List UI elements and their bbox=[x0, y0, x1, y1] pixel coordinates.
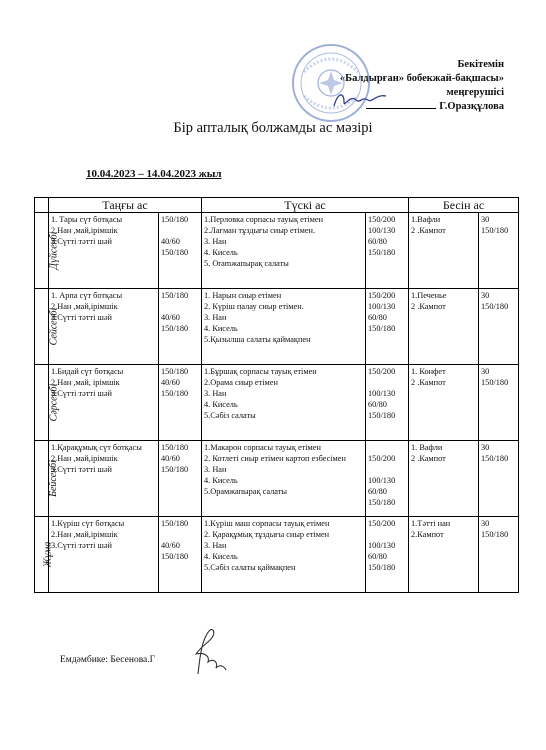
breakfast-items bbox=[49, 289, 159, 365]
breakfast-weights bbox=[159, 441, 202, 517]
lunch-items bbox=[202, 441, 366, 517]
breakfast-items bbox=[49, 441, 159, 517]
portion-weight: 150/180 bbox=[481, 530, 509, 539]
menu-item: 1.Макарон сорпасы тауық етімен bbox=[204, 443, 321, 452]
breakfast-items bbox=[49, 517, 159, 593]
lunch-weights bbox=[366, 289, 409, 365]
portion-weight: 30 bbox=[481, 215, 490, 224]
menu-item: 2.Кампот bbox=[411, 530, 444, 539]
portion-weight: 30 bbox=[481, 443, 490, 452]
director-signature-icon bbox=[330, 88, 390, 112]
menu-item: 1. Нарын сиыр етімен bbox=[204, 291, 282, 300]
lunch-items bbox=[202, 365, 366, 441]
dinner-weights bbox=[479, 517, 519, 593]
dinner-items bbox=[409, 365, 479, 441]
portion-weight: 150/180 bbox=[368, 563, 396, 572]
menu-item: 2 .Кампот bbox=[411, 454, 446, 463]
menu-item: 1.Печенье bbox=[411, 291, 447, 300]
menu-item: 2.Нан ,май,ірімшік bbox=[51, 226, 118, 235]
header-lunch: Түскі ас bbox=[202, 198, 409, 213]
menu-item: 2 .Кампот bbox=[411, 302, 446, 311]
day-row bbox=[35, 517, 519, 593]
menu-item: 1.Бидай сүт ботқасы bbox=[51, 367, 124, 376]
portion-weight: 150/180 bbox=[161, 443, 189, 452]
breakfast-weights bbox=[159, 365, 202, 441]
lunch-items bbox=[202, 517, 366, 593]
portion-weight: 150/180 bbox=[481, 378, 509, 387]
menu-item: 2. Күріш палау сиыр етімен. bbox=[204, 302, 304, 311]
menu-item: 1.Вафли bbox=[411, 215, 441, 224]
breakfast-weights bbox=[159, 517, 202, 593]
portion-weight: 100/130 bbox=[368, 226, 396, 235]
portion-weight: 40/60 bbox=[161, 378, 180, 387]
menu-item: 5. Оramжапырақ салаты bbox=[204, 259, 289, 268]
menu-table bbox=[34, 197, 519, 593]
portion-weight: 150/180 bbox=[481, 454, 509, 463]
day-name: Сейсенбі bbox=[48, 307, 60, 346]
approval-line-1: Бекітемін bbox=[457, 59, 504, 70]
portion-weight bbox=[161, 529, 199, 540]
portion-weight: 100/130 bbox=[368, 476, 396, 485]
menu-item: 4. Кисель bbox=[204, 400, 238, 409]
menu-item: 2.Нан ,май,ірімшік bbox=[51, 302, 118, 311]
menu-item: 2. Қарақұмық тұздығы сиыр етімен bbox=[204, 530, 330, 539]
dinner-items bbox=[409, 289, 479, 365]
dinner-weights bbox=[479, 365, 519, 441]
portion-weight: 150/200 bbox=[368, 291, 396, 300]
dinner-weights bbox=[479, 213, 519, 289]
menu-item: 2 .Кампот bbox=[411, 226, 446, 235]
lunch-items bbox=[202, 289, 366, 365]
menu-item: 2.Нан ,май,ірімшік bbox=[51, 454, 118, 463]
footer-dietitian: Емдәмбике: Бесенова.Г bbox=[60, 655, 156, 665]
dietitian-signature-icon bbox=[186, 626, 228, 678]
portion-weight: 60/80 bbox=[368, 313, 387, 322]
date-range: 10.04.2023 – 14.04.2023 жыл bbox=[86, 168, 222, 180]
menu-item: 2. Котлеті сиыр етімен картоп езбесімен bbox=[204, 454, 346, 463]
dinner-items bbox=[409, 441, 479, 517]
day-name: Жұма bbox=[42, 541, 54, 568]
portion-weight: 30 bbox=[481, 291, 490, 300]
menu-item: 2.Лағман тұздығы сиыр етімен. bbox=[204, 226, 316, 235]
portion-weight: 150/180 bbox=[481, 226, 509, 235]
day-name-cell bbox=[35, 289, 60, 365]
menu-item: 4. Кисель bbox=[204, 552, 238, 561]
dinner-weights bbox=[479, 289, 519, 365]
menu-item: 3. Нан bbox=[204, 313, 227, 322]
menu-item: 5.Орамжапырақ салаты bbox=[204, 487, 287, 496]
menu-item: 3. Нан bbox=[204, 237, 227, 246]
portion-weight: 150/180 bbox=[161, 465, 189, 474]
day-row bbox=[35, 213, 519, 289]
portion-weight: 150/200 bbox=[368, 454, 396, 463]
portion-weight: 150/200 bbox=[368, 519, 396, 528]
portion-weight bbox=[368, 464, 406, 475]
portion-weight: 150/180 bbox=[368, 324, 396, 333]
menu-item: 3.Сүтті тәтті шәй bbox=[51, 237, 112, 246]
menu-item: 2.Нан ,май,ірімшік bbox=[51, 530, 118, 539]
day-name: Бейсенбі bbox=[47, 460, 59, 497]
menu-item: 1.Тәтті нан bbox=[411, 519, 451, 528]
menu-item: 1. Арпа сүт ботқасы bbox=[51, 291, 123, 300]
portion-weight: 150/180 bbox=[368, 248, 396, 257]
menu-item: 1.Перловка сорпасы тауық етімен bbox=[204, 215, 324, 224]
day-name: Сәрсенбі bbox=[48, 383, 60, 422]
portion-weight: 150/180 bbox=[161, 389, 189, 398]
portion-weight: 30 bbox=[481, 367, 490, 376]
day-name-cell bbox=[35, 213, 60, 289]
portion-weight: 40/60 bbox=[161, 454, 180, 463]
portion-weight: 60/80 bbox=[368, 552, 387, 561]
portion-weight: 150/200 bbox=[368, 367, 396, 376]
day-row bbox=[35, 441, 519, 517]
header-empty bbox=[35, 198, 49, 213]
portion-weight: 150/180 bbox=[161, 367, 189, 376]
menu-item: 1. Конфет bbox=[411, 367, 446, 376]
portion-weight: 60/80 bbox=[368, 400, 387, 409]
day-name-cell bbox=[35, 517, 54, 593]
breakfast-weights bbox=[159, 213, 202, 289]
menu-item: 3.Сүтті тәтті шәй bbox=[51, 541, 112, 550]
portion-weight: 60/80 bbox=[368, 237, 387, 246]
breakfast-items bbox=[49, 365, 159, 441]
menu-item: 3. Нан bbox=[204, 541, 227, 550]
portion-weight bbox=[368, 529, 406, 540]
header-row bbox=[35, 198, 519, 213]
header-dinner: Бесін ас bbox=[409, 198, 519, 213]
portion-weight: 150/180 bbox=[161, 552, 189, 561]
menu-item: 2.Нан ,май, ірімшік bbox=[51, 378, 120, 387]
portion-weight: 150/180 bbox=[161, 519, 189, 528]
dinner-items bbox=[409, 517, 479, 593]
portion-weight: 150/180 bbox=[161, 291, 189, 300]
lunch-weights bbox=[366, 441, 409, 517]
portion-weight: 100/130 bbox=[368, 302, 396, 311]
day-row bbox=[35, 289, 519, 365]
portion-weight bbox=[368, 442, 406, 453]
lunch-weights bbox=[366, 365, 409, 441]
menu-item: 5.Сәбіз салаты bbox=[204, 411, 256, 420]
portion-weight: 30 bbox=[481, 519, 490, 528]
menu-item: 5.Сәбіз салаты қаймақпен bbox=[204, 563, 296, 572]
menu-item: 3.Сүтті тәтті шәй bbox=[51, 465, 112, 474]
breakfast-weights bbox=[159, 289, 202, 365]
menu-item: 2 .Кампот bbox=[411, 378, 446, 387]
header-breakfast: Таңғы ас bbox=[49, 198, 202, 213]
menu-item: 4. Кисель bbox=[204, 248, 238, 257]
portion-weight: 40/60 bbox=[161, 237, 180, 246]
day-name-cell bbox=[35, 441, 59, 517]
menu-item: 2.Орама сиыр етімен bbox=[204, 378, 278, 387]
portion-weight: 60/80 bbox=[368, 487, 387, 496]
menu-item: 1.Қарақұмық сүт ботқасы bbox=[51, 443, 142, 452]
dinner-items bbox=[409, 213, 479, 289]
menu-body bbox=[35, 213, 519, 593]
menu-item: 3. Нан bbox=[204, 465, 227, 474]
menu-item: 3. Нан bbox=[204, 389, 227, 398]
portion-weight bbox=[161, 301, 199, 312]
lunch-items bbox=[202, 213, 366, 289]
portion-weight: 150/180 bbox=[368, 411, 396, 420]
lunch-weights bbox=[366, 213, 409, 289]
portion-weight: 150/200 bbox=[368, 215, 396, 224]
menu-item: 1. Вафли bbox=[411, 443, 443, 452]
page-title: Бір апталық болжамды ас мәзірі bbox=[173, 120, 373, 136]
menu-item: 3.Сүтті тәтті шәй bbox=[51, 389, 112, 398]
portion-weight: 150/180 bbox=[161, 248, 189, 257]
dinner-weights bbox=[479, 441, 519, 517]
portion-weight: 150/180 bbox=[161, 215, 189, 224]
portion-weight: 150/180 bbox=[368, 498, 396, 507]
portion-weight bbox=[368, 377, 406, 388]
approval-line-2: «Балдырған» бобекжай-бақшасы» bbox=[339, 73, 504, 84]
menu-item: 4. Кисель bbox=[204, 476, 238, 485]
breakfast-items bbox=[49, 213, 159, 289]
portion-weight: 150/180 bbox=[161, 324, 189, 333]
menu-item: 4. Кисель bbox=[204, 324, 238, 333]
portion-weight: 100/130 bbox=[368, 389, 396, 398]
menu-item: 3.Сүтті тәтті шәй bbox=[51, 313, 112, 322]
lunch-weights bbox=[366, 517, 409, 593]
approval-line-4: Г.Оразқұлова bbox=[439, 101, 504, 112]
menu-item: 5.Қызылша салаты қаймақпен bbox=[204, 335, 311, 344]
menu-item: 1. Тары сүт ботқасы bbox=[51, 215, 123, 224]
portion-weight: 150/180 bbox=[481, 302, 509, 311]
day-name: Дүйсенбі bbox=[48, 231, 60, 270]
day-name-cell bbox=[35, 365, 60, 441]
portion-weight: 40/60 bbox=[161, 313, 180, 322]
portion-weight bbox=[161, 225, 199, 236]
menu-item: 1.Бұршақ сорпасы тауық етімен bbox=[204, 367, 317, 376]
menu-item: 1.Күріш маш сорпасы тауық етімен bbox=[204, 519, 330, 528]
portion-weight: 40/60 bbox=[161, 541, 180, 550]
approval-line-3: меңгерушісі bbox=[446, 87, 504, 98]
portion-weight: 100/130 bbox=[368, 541, 396, 550]
menu-item: 1.Күріш сүт ботқасы bbox=[51, 519, 125, 528]
day-row bbox=[35, 365, 519, 441]
